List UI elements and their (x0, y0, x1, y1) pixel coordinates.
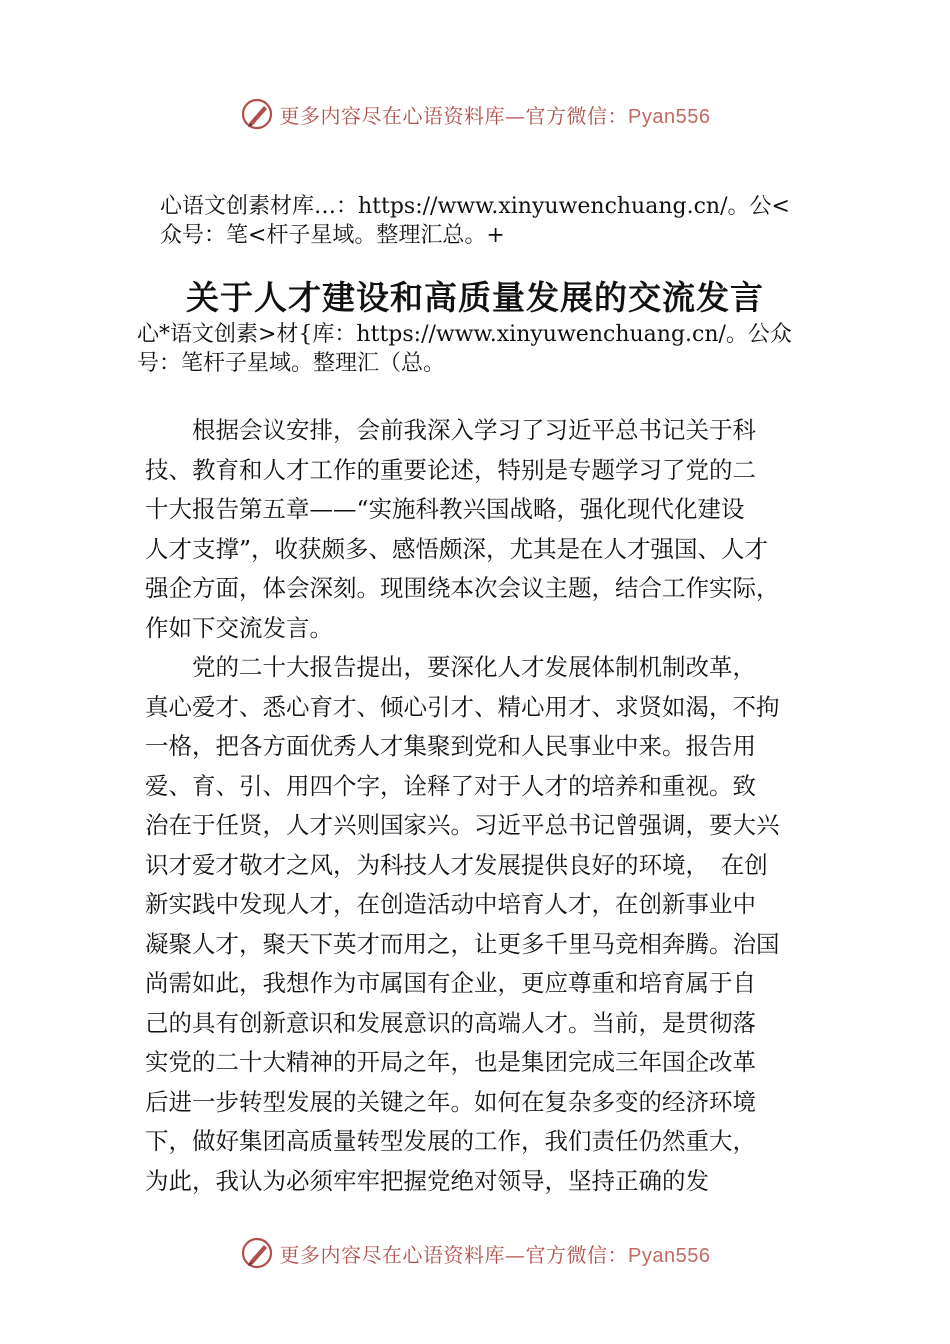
body-line: 后进一步转型发展的关键之年。如何在复杂多变的经济环境 (145, 1087, 756, 1116)
footer-banner (0, 1233, 950, 1273)
pen-logo-icon (240, 97, 274, 131)
wechat-id: Pyan556 (628, 1244, 711, 1267)
body-line: 十大报告第五章——“实施科教兴国战略，强化现代化建设 (145, 495, 745, 523)
body-line: 根据会议安排，会前我深入学习了习近平总书记关于科 (145, 416, 756, 444)
header-source-line-2: 众号：笔<杆子星域。整理汇总。+ (160, 223, 505, 248)
body-line: 治在于任贤，人才兴则国家兴。习近平总书记曾强调，要大兴 (145, 811, 780, 839)
body-line: 下，做好集团高质量转型发展的工作，我们责任仍然重大， (145, 1127, 756, 1155)
header-banner (0, 94, 950, 134)
body-line: 党的二十大报告提出，要深化人才发展体制机制改革， (145, 653, 756, 681)
body-line: 技、教育和人才工作的重要论述，特别是专题学习了党的二 (145, 455, 756, 484)
banner-text: 更多内容尽在心语资料库—官方微信：Pyan556 (279, 103, 711, 128)
banner-text: 更多内容尽在心语资料库—官方微信：Pyan556 (279, 1242, 711, 1267)
body-line: 新实践中发现人才，在创造活动中培育人才，在创新事业中 (145, 890, 756, 918)
body-line: 实党的二十大精神的开局之年，也是集团完成三年国企改革 (145, 1048, 756, 1076)
body-line: 尚需如此，我想作为市属国有企业，更应尊重和培育属于自 (145, 969, 756, 997)
body-line: 己的具有创新意识和发展意识的高端人才。当前，是贯彻落 (145, 1008, 756, 1037)
subheader-source-line-1: 心*语文创素>材{库：https://www.xinyuwenchuang.cn/。公众 (137, 322, 792, 347)
body-line: 作如下交流发言。 (145, 613, 333, 642)
body-line: 真心爱才、悉心育才、倾心引才、精心用才、求贤如渴，不拘 (145, 692, 780, 721)
body-line: 为此，我认为必须牢牢把握党绝对领导，坚持正确的发 (145, 1166, 709, 1195)
body-line: 人才支撑”，收获颇多、感悟颇深，尤其是在人才强国、人才 (145, 534, 769, 563)
wechat-id: Pyan556 (628, 105, 711, 128)
body-line: 一格，把各方面优秀人才集聚到党和人民事业中来。报告用 (145, 732, 756, 760)
header-source-line-1: 心语文创素材库…：https://www.xinyuwenchuang.cn/。公< (160, 194, 790, 219)
body-text (145, 411, 845, 1201)
body-line: 强企方面，体会深刻。现围绕本次会议主题，结合工作实际， (145, 574, 780, 602)
document-title: 关于人才建设和高质量发展的交流发言 (186, 278, 764, 317)
pen-logo-icon (240, 1236, 274, 1270)
body-line: 识才爱才敬才之风，为科技人才发展提供良好的环境， 在创 (145, 850, 768, 879)
subheader-source-line-2: 号：笔杆子星域。整理汇（总。 (137, 351, 446, 376)
body-line: 凝聚人才，聚天下英才而用之，让更多千里马竞相奔腾。治国 (145, 929, 780, 958)
body-line: 爱、育、引、用四个字，诠释了对于人才的培养和重视。致 (145, 771, 756, 800)
